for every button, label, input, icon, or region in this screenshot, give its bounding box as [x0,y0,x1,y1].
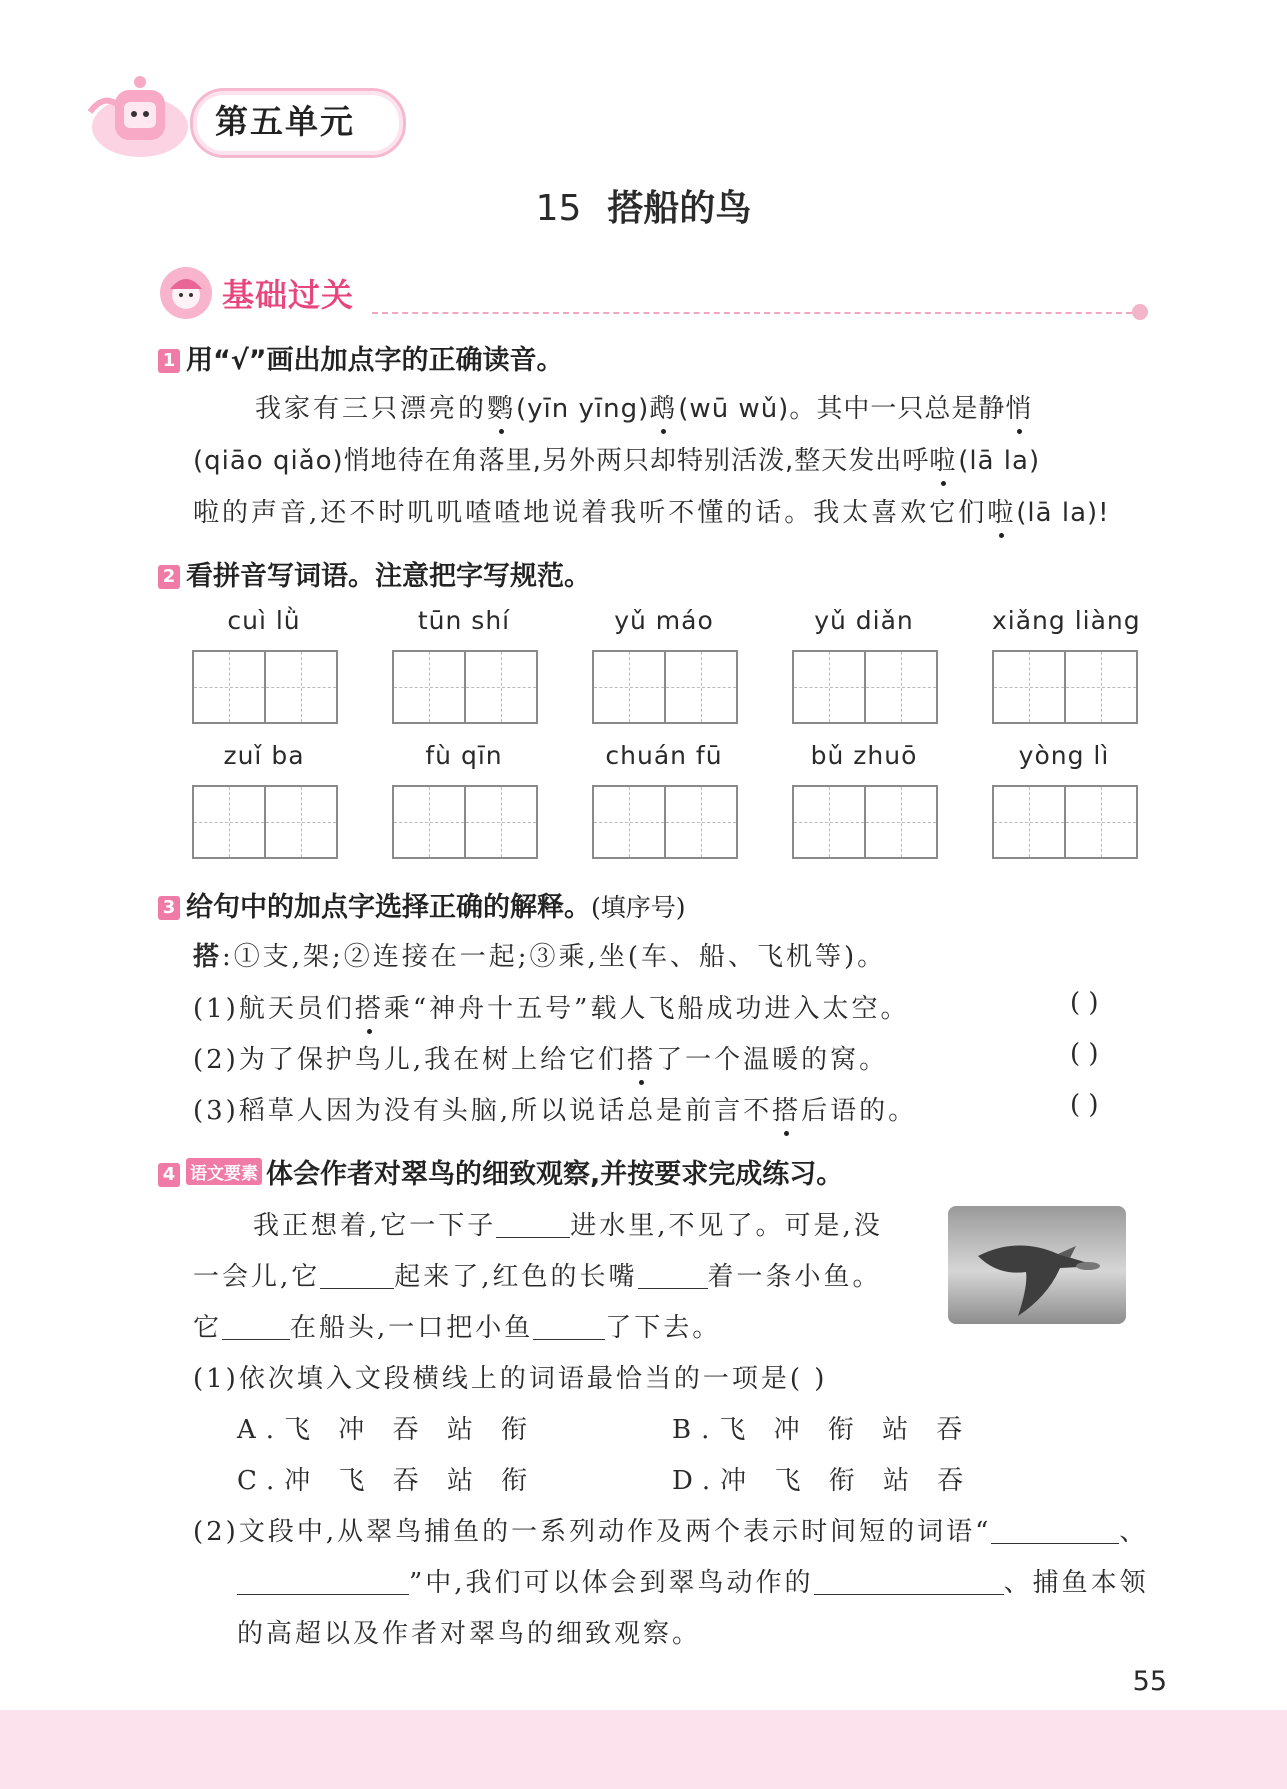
q3-note: (填序号) [591,893,686,922]
pinyin-choice[interactable]: (lā la)! [1016,498,1110,528]
q1-line-2 [193,440,1040,477]
text: 了一个温暖的窝。 [656,1045,889,1075]
fill-blank[interactable] [496,1237,570,1238]
def-char: 搭 [193,942,223,972]
fill-blank[interactable] [814,1594,1004,1595]
q4-instruction: 体会作者对翠鸟的细致观察,并按要求完成练习。 [266,1159,844,1190]
text: 它 [193,1313,223,1343]
answer-paren[interactable]: ( ) [1070,1090,1099,1120]
q3-sentence-3 [193,1090,917,1127]
q2-heading [158,554,591,593]
q4-tag: 语文要素 [186,1158,262,1185]
q3-number: 3 [158,896,180,920]
tianzi-grid[interactable] [792,785,938,859]
lesson-number: 15 [535,188,582,229]
word-box[interactable] [592,606,736,724]
fill-blank[interactable] [533,1339,605,1340]
pinyin-label: chuán fū [605,741,723,770]
lesson-title [0,180,1287,231]
dotted-char: 鹦 [487,394,517,424]
tianzi-grid[interactable] [992,650,1138,724]
answer-paren[interactable]: ( ) [1070,988,1099,1018]
tianzi-grid[interactable] [192,785,338,859]
pinyin-label: yǔ diǎn [814,606,914,635]
dotted-char: 鹉 [649,394,679,424]
answer-paren[interactable]: ( ) [1070,1039,1099,1069]
tianzi-grid[interactable] [792,650,938,724]
text: 乘“神舟十五号”载人飞船成功进入太空。 [383,994,910,1024]
pinyin-choice[interactable]: (wū wǔ)。其中一只总是静 [678,394,1006,424]
text: 我正想着,它一下子 [253,1211,497,1241]
pinyin-label: yòng lì [1018,741,1110,770]
kingfisher-image-icon [948,1206,1126,1324]
option-d[interactable]: D.冲 飞 衔 站 吞 [672,1466,974,1496]
pinyin-label: tūn shí [417,606,511,635]
q4-sub1: (1)依次填入文段横线上的词语最恰当的一项是( ) [193,1364,828,1394]
tianzi-grid[interactable] [192,650,338,724]
text: 一会儿,它 [193,1262,321,1292]
text: ”中,我们可以体会到翠鸟动作的 [409,1568,814,1598]
dotted-char: 啦 [929,446,959,476]
divider-dot [1132,304,1148,320]
lesson-name: 搭船的鸟 [607,188,752,229]
page-number: 55 [1132,1666,1167,1697]
fill-blank[interactable] [222,1339,290,1340]
dotted-char: 搭 [772,1096,802,1126]
q1-number: 1 [158,349,180,373]
pinyin-label: yǔ máo [614,606,714,635]
text: 在船头,一口把小鱼 [290,1313,534,1343]
text: 进水里,不见了。可是,没 [570,1211,883,1241]
text: (2)为了保护鸟儿,我在树上给它们 [193,1045,628,1075]
text: (1)航天员们 [193,994,355,1024]
pinyin-choice[interactable]: (lā la) [958,446,1041,476]
tianzi-grid[interactable] [392,785,538,859]
pinyin-choice[interactable]: (qiāo qiǎo)悄地待在角落里,另外两只却特别活泼,整天发出呼 [193,446,930,476]
q3-definition [193,936,886,973]
dotted-char: 搭 [354,994,384,1024]
q3-heading [158,885,686,924]
q1-heading [158,338,564,377]
q4-passage-1 [253,1205,883,1242]
q1-line-3 [193,492,1110,529]
q1-instruction: 用“√”画出加点字的正确读音。 [186,345,564,376]
text: 啦的声音,还不时叽叽喳喳地说着我听不懂的话。我太喜欢它们 [193,498,988,528]
q2-number: 2 [158,565,180,589]
text: 、 [1119,1517,1149,1547]
q3-instruction: 给句中的加点字选择正确的解释。 [186,892,591,923]
q1-line-1 [255,388,1034,425]
q4-number: 4 [158,1163,180,1187]
fill-blank[interactable] [638,1288,708,1289]
text: (2)文段中,从翠鸟捕鱼的一系列动作及两个表示时间短的词语“ [193,1517,992,1547]
text: 着一条小鱼。 [707,1262,882,1292]
q4-passage-2 [193,1256,882,1293]
q3-sentence-2 [193,1039,888,1076]
dotted-char: 搭 [627,1045,657,1075]
pinyin-label: zuǐ ba [223,741,305,770]
text: 起来了,红色的长嘴 [394,1262,638,1292]
text: 后语的。 [801,1096,918,1126]
word-box[interactable] [392,606,536,724]
pinyin-label: cuì lǜ [227,606,301,635]
word-box[interactable] [792,606,936,724]
unit-title: 第五单元 [215,102,355,141]
def-text: :①支,架;②连接在一起;③乘,坐(车、船、飞机等)。 [222,942,887,972]
dotted-char: 悄 [1005,394,1035,424]
pinyin-label: xiǎng liàng [992,606,1141,635]
pinyin-choice[interactable]: (yīn yīng) [516,394,650,424]
fill-blank[interactable] [320,1288,394,1289]
dotted-char: 啦 [987,498,1017,528]
word-box[interactable] [992,606,1141,724]
tianzi-grid[interactable] [992,785,1138,859]
option-b[interactable]: B.飞 冲 衔 站 吞 [672,1415,973,1445]
word-box[interactable] [192,741,336,859]
q3-sentence-1 [193,988,909,1025]
text: 我家有三只漂亮的 [255,394,488,424]
q4-passage-3 [193,1307,721,1344]
tianzi-grid[interactable] [592,650,738,724]
q4-heading [158,1152,843,1191]
tianzi-grid[interactable] [592,785,738,859]
kingfisher-photo [948,1206,1126,1324]
section-title: 基础过关 [222,276,355,314]
text: (3)稻草人因为没有头脑,所以说话总是前言不 [193,1096,773,1126]
q2-instruction: 看拼音写词语。注意把字写规范。 [186,561,591,592]
option-c[interactable]: C.冲 飞 吞 站 衔 [237,1466,538,1496]
fill-blank[interactable] [237,1594,409,1595]
pinyin-label: fù qīn [425,741,503,770]
girl-avatar-icon [158,265,214,321]
text: 、捕鱼本领 [1003,1568,1149,1598]
footer-band [0,1710,1287,1789]
word-box[interactable] [392,741,536,859]
text: 了下去。 [605,1313,722,1343]
fill-blank[interactable] [991,1543,1119,1544]
word-box[interactable] [992,741,1136,859]
q4-sub2-line3: 的高超以及作者对翠鸟的细致观察。 [237,1619,702,1649]
pinyin-label: bǔ zhuō [810,741,918,770]
section-divider [372,312,1142,314]
word-box[interactable] [792,741,936,859]
word-box[interactable] [592,741,736,859]
q4-sub2-line2 [237,1562,1149,1599]
word-box[interactable] [192,606,336,724]
tianzi-grid[interactable] [392,650,538,724]
q4-sub2-line1 [193,1511,1148,1548]
option-a[interactable]: A.飞 冲 吞 站 衔 [237,1415,538,1445]
